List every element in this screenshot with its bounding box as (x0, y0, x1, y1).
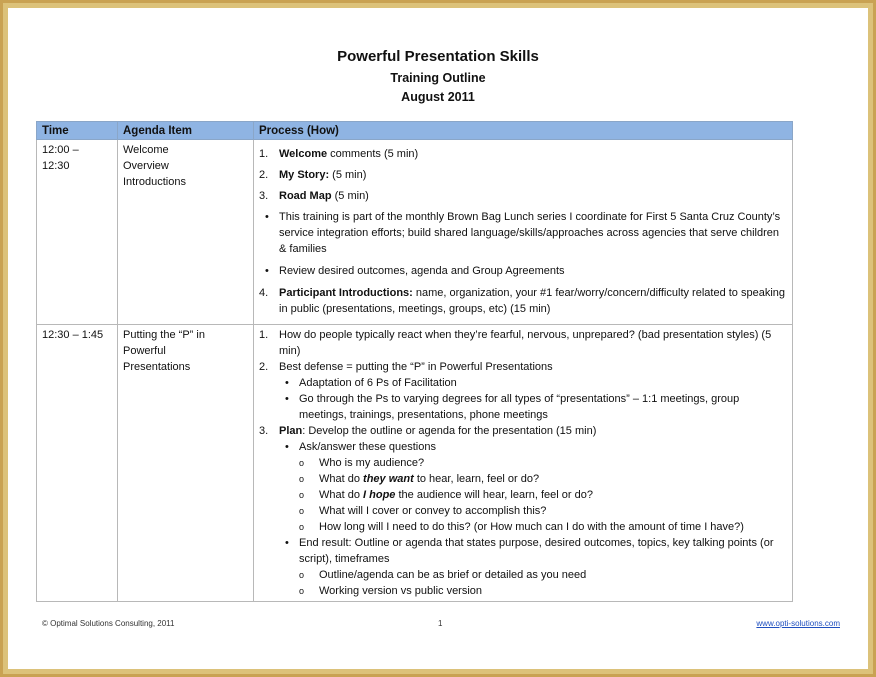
list-item: 1. Welcome comments (5 min) (259, 148, 419, 160)
column-header-agenda-item: Agenda Item (118, 122, 254, 140)
road-map-bullets (259, 209, 787, 279)
document-page (8, 8, 868, 669)
process-steps (259, 327, 787, 599)
question-list (279, 455, 787, 535)
bullet-item: • Adaptation of 6 Ps of Facilitation (279, 375, 787, 391)
footer-page-number: 1 (438, 619, 443, 628)
column-header-process: Process (How) (254, 122, 793, 140)
list-item: 2. Best defense = putting the “P” in Powerful Presentations • Adaptation of 6 Ps of Facilitation • Go through the Ps to varying degrees for all types of “presentations” – 1:1 meetings, group meetings, trainings, presentations, phone meetings (279, 359, 787, 423)
sub-item: o How long will I need to do this? (or How much can I do with the amount of time I have?) (279, 519, 787, 535)
sub-item: o Outline/agenda can be as brief or detailed as you need (279, 567, 787, 583)
list-item: 4. Participant Introductions: name, organization, your #1 fear/worry/concern/difficulty related to speaking in public (presentations, meetings, groups, etc) (15 min) (259, 287, 786, 315)
list-item: 3. Plan: Develop the outline or agenda for the presentation (15 min) • Ask/answer these questions o Who is my audience? o What do they want to hear, learn, feel or do? o What do I hope the audience will hear, learn, feel or do? o What will I cover or convey to accomplish this? o How long will I need to do this? (or How much can I do with the amount of time I have?) • End result: Outline or agenda that states purpose, desired outcomes, topics, key talking points (or script), timeframes o Outline/agenda can be as brief or detailed as you need o Working version vs public version (279, 423, 787, 599)
sub-item: o What do they want to hear, learn, feel or do? (279, 471, 787, 487)
list-item: 2. My Story: (5 min) (259, 169, 367, 181)
bullet-item: • Ask/answer these questions o Who is my audience? o What do they want to hear, learn, feel or do? o What do I hope the audience will hear, learn, feel or do? o What will I cover or convey to accomplish this? o How long will I need to do this? (or How much can I do with the amount of time I have?) (279, 439, 787, 535)
sub-item: o Working version vs public version (279, 583, 787, 599)
row-time: 12:30 – 1:45 (37, 325, 118, 602)
row-time: 12:00 – 12:30 (37, 140, 118, 325)
sub-item: o What do I hope the audience will hear, learn, feel or do? (279, 487, 787, 503)
page-frame (3, 3, 873, 674)
process-steps (259, 146, 787, 317)
row-agenda-item: Putting the “P” in Powerful Presentations (118, 325, 254, 602)
footer-website-link[interactable]: www.opti-solutions.com (756, 619, 840, 628)
table-header-row (37, 122, 793, 140)
footer-copyright: © Optimal Solutions Consulting, 2011 (42, 619, 175, 628)
document-title: Powerful Presentation Skills (337, 48, 539, 65)
document-subtitle: Training Outline (390, 71, 486, 85)
bullet-item: • Go through the Ps to varying degrees for all types of “presentations” – 1:1 meetings, group meetings, trainings, presentations, phone meetings (279, 391, 787, 423)
table-row (37, 140, 793, 325)
list-item: 1. How do people typically react when they’re fearful, nervous, unprepared? (bad presentation styles) (5 min) (259, 329, 772, 357)
row-process (254, 325, 793, 602)
row-agenda-item: Welcome Overview Introductions (118, 140, 254, 325)
bullet-item: • End result: Outline or agenda that states purpose, desired outcomes, topics, key talking points (or script), timeframes o Outline/agenda can be as brief or detailed as you need o Working version vs public version (279, 535, 787, 599)
table-row (37, 325, 793, 602)
outline-table (36, 121, 793, 602)
document-date: August 2011 (401, 90, 475, 104)
end-result-list (279, 567, 787, 599)
ps-bullets (279, 375, 787, 423)
sub-item: o What will I cover or convey to accomplish this? (279, 503, 787, 519)
plan-bullets (279, 439, 787, 599)
list-item: 3. Road Map (5 min) • This training is part of the monthly Brown Bag Lunch series I coordinate for First 5 Santa Cruz County’s service integration efforts; build shared language/skills/approaches across agencies that serve children & families • Review desired outcomes, agenda and Group Agreements (279, 188, 787, 279)
column-header-time: Time (37, 122, 118, 140)
bullet-item: • This training is part of the monthly Brown Bag Lunch series I coordinate for First 5 Santa Cruz County’s service integration efforts; build shared language/skills/approaches across agencies that serve children & families (259, 209, 787, 257)
bullet-item: • Review desired outcomes, agenda and Group Agreements (259, 263, 787, 279)
row-process (254, 140, 793, 325)
sub-item: o Who is my audience? (279, 455, 787, 471)
